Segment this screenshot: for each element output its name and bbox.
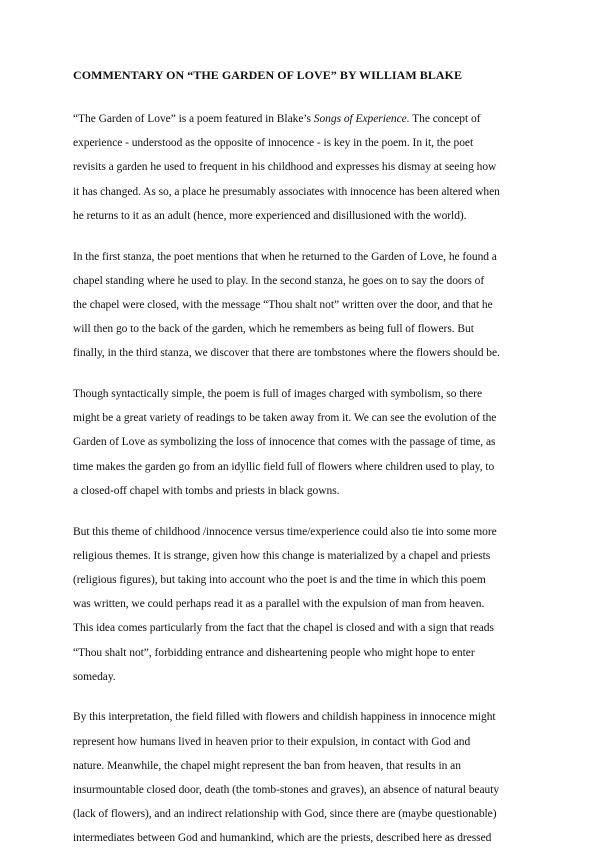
paragraph-line: revisits a garden he used to frequent in his childhood and expresses his dismay at seeing how	[73, 161, 497, 174]
paragraph-1	[73, 107, 535, 228]
paragraph-line: will then go to the back of the garden, which he remembers as being full of flowers. But	[73, 323, 474, 336]
document-title: COMMENTARY ON “THE GARDEN OF LOVE” BY WILLIAM BLAKE	[73, 68, 463, 82]
document-page	[73, 68, 535, 867]
paragraph-line: chapel standing where he used to play. In the second stanza, he goes on to say the doors of	[73, 274, 485, 287]
paragraph-line: religious themes. It is strange, given how this change is materialized by a chapel and priests	[73, 549, 491, 562]
paragraph-line: someday.	[73, 670, 116, 683]
book-title-italic: Songs of Experience.	[313, 113, 410, 125]
paragraph-line: represent how humans lived in heaven prior to their expulsion, in contact with God and	[73, 735, 471, 748]
paragraph-line: By this interpretation, the field filled with flowers and childish happiness in innocence might	[73, 711, 496, 724]
paragraph-2	[73, 245, 535, 366]
paragraph-line: (religious figures), but taking into account who the poet is and the time in which this poem	[73, 573, 486, 586]
paragraph-line: he returns to it as an adult (hence, more experienced and disillusioned with the world).	[73, 209, 467, 222]
paragraph-4	[73, 520, 535, 689]
paragraph-line: “The Garden of Love” is a poem featured in Blake’s Songs of Experience. The concept of	[73, 113, 481, 125]
paragraph-line: This idea comes particularly from the fact that the chapel is closed and with a sign that reads	[73, 622, 494, 635]
paragraph-line: intermediates between God and humankind, which are the priests, described here as dressed	[73, 832, 492, 845]
paragraph-line: it has changed. As so, a place he presumably associates with innocence has been altered when	[73, 185, 500, 198]
paragraph-line: was written, we could perhaps read it as a parallel with the expulsion of man from heaven.	[73, 598, 485, 611]
paragraph-line: the chapel were closed, with the message “Thou shalt not” written over the door, and that he	[73, 298, 493, 311]
paragraph-line: In the first stanza, the poet mentions that when he returned to the Garden of Love, he found a	[73, 250, 497, 263]
paragraph-5	[73, 705, 535, 850]
paragraph-3	[73, 382, 535, 503]
paragraph-line: finally, in the third stanza, we discover that there are tombstones where the flowers should be.	[73, 347, 500, 360]
paragraph-line: “Thou shalt not”, forbidding entrance and disheartening people who might hope to enter	[73, 646, 475, 659]
paragraph-line: Garden of Love as symbolizing the loss of innocence that comes with the passage of time, as	[73, 436, 496, 449]
paragraph-line: time makes the garden go from an idyllic field full of flowers where children used to play, to	[73, 460, 495, 473]
paragraph-line: (lack of flowers), and an indirect relationship with God, since there are (maybe questionable)	[73, 808, 497, 821]
paragraph-line: But this theme of childhood /innocence versus time/experience could also tie into some more	[73, 525, 497, 538]
paragraph-line: a closed-off chapel with tombs and priests in black gowns.	[73, 484, 340, 497]
paragraph-line: Though syntactically simple, the poem is full of images charged with symbolism, so there	[73, 388, 482, 401]
paragraph-line: nature. Meanwhile, the chapel might represent the ban from heaven, that results in an	[73, 759, 461, 772]
paragraph-line: might be a great variety of readings to be taken away from it. We can see the evolution of the	[73, 412, 497, 425]
paragraph-line: insurmountable closed door, death (the tomb-stones and graves), an absence of natural beauty	[73, 784, 500, 797]
paragraph-line: experience - understood as the opposite of innocence - is key in the poem. In it, the poet	[73, 137, 474, 150]
